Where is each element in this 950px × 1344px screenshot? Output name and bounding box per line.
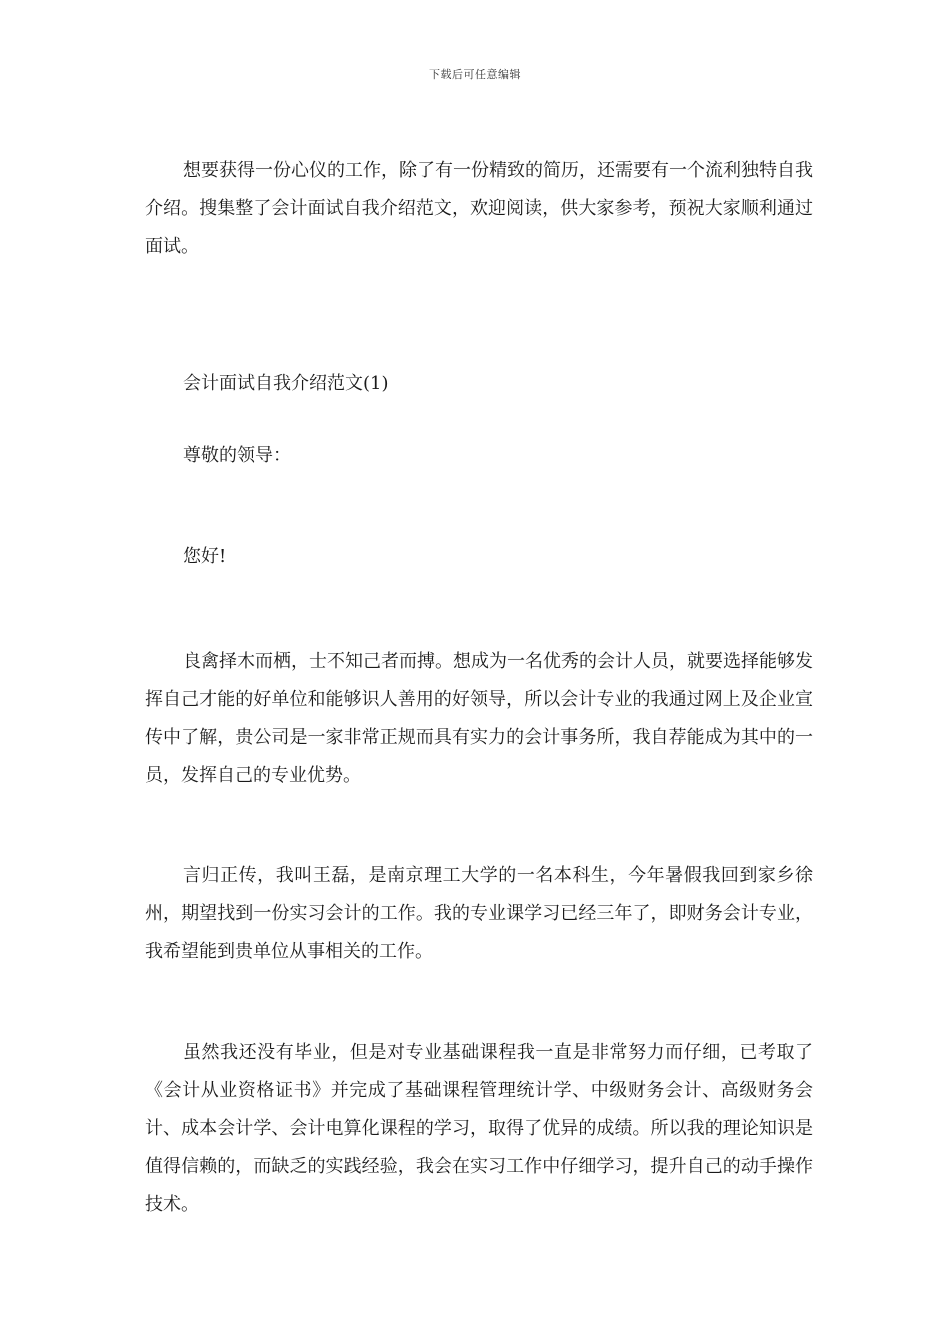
body-paragraph-3: 虽然我还没有毕业，但是对专业基础课程我一直是非常努力而仔细，已考取了《会计从业资格证书》并完成了基础课程管理统计学、中级财务会计、高级财务会计、成本会计学、会计电算化课程的学习，取得了优异的成绩。所以我的理论知识是值得信赖的，而缺乏的实践经验，我会在实习工作中仔细学习，提升自己的动手操作技术。 (145, 1042, 813, 1215)
body-paragraph-1: 良禽择木而栖，士不知己者而搏。想成为一名优秀的会计人员，就要选择能够发挥自己才能的好单位和能够识人善用的好领导，所以会计专业的我通过网上及企业宣传中了解，贵公司是一家非常正规而具有实力的会计事务所，我自荐能成为其中的一员，发挥自己的专业优势。 (145, 651, 813, 786)
header-note: 下载后可任意编辑 (429, 68, 521, 81)
salutation: 尊敬的领导： (183, 445, 291, 466)
intro-paragraph: 想要获得一份心仪的工作，除了有一份精致的简历，还需要有一个流利独特自我介绍。搜集整了会计面试自我介绍范文，欢迎阅读，供大家参考，预祝大家顺利通过面试。 (145, 160, 813, 257)
section-title: 会计面试自我介绍范文(1) (183, 373, 389, 394)
greeting: 您好! (183, 546, 227, 567)
body-paragraph-2: 言归正传，我叫王磊，是南京理工大学的一名本科生，今年暑假我回到家乡徐州，期望找到一份实习会计的工作。我的专业课学习已经三年了，即财务会计专业，我希望能到贵单位从事相关的工作。 (145, 865, 813, 962)
